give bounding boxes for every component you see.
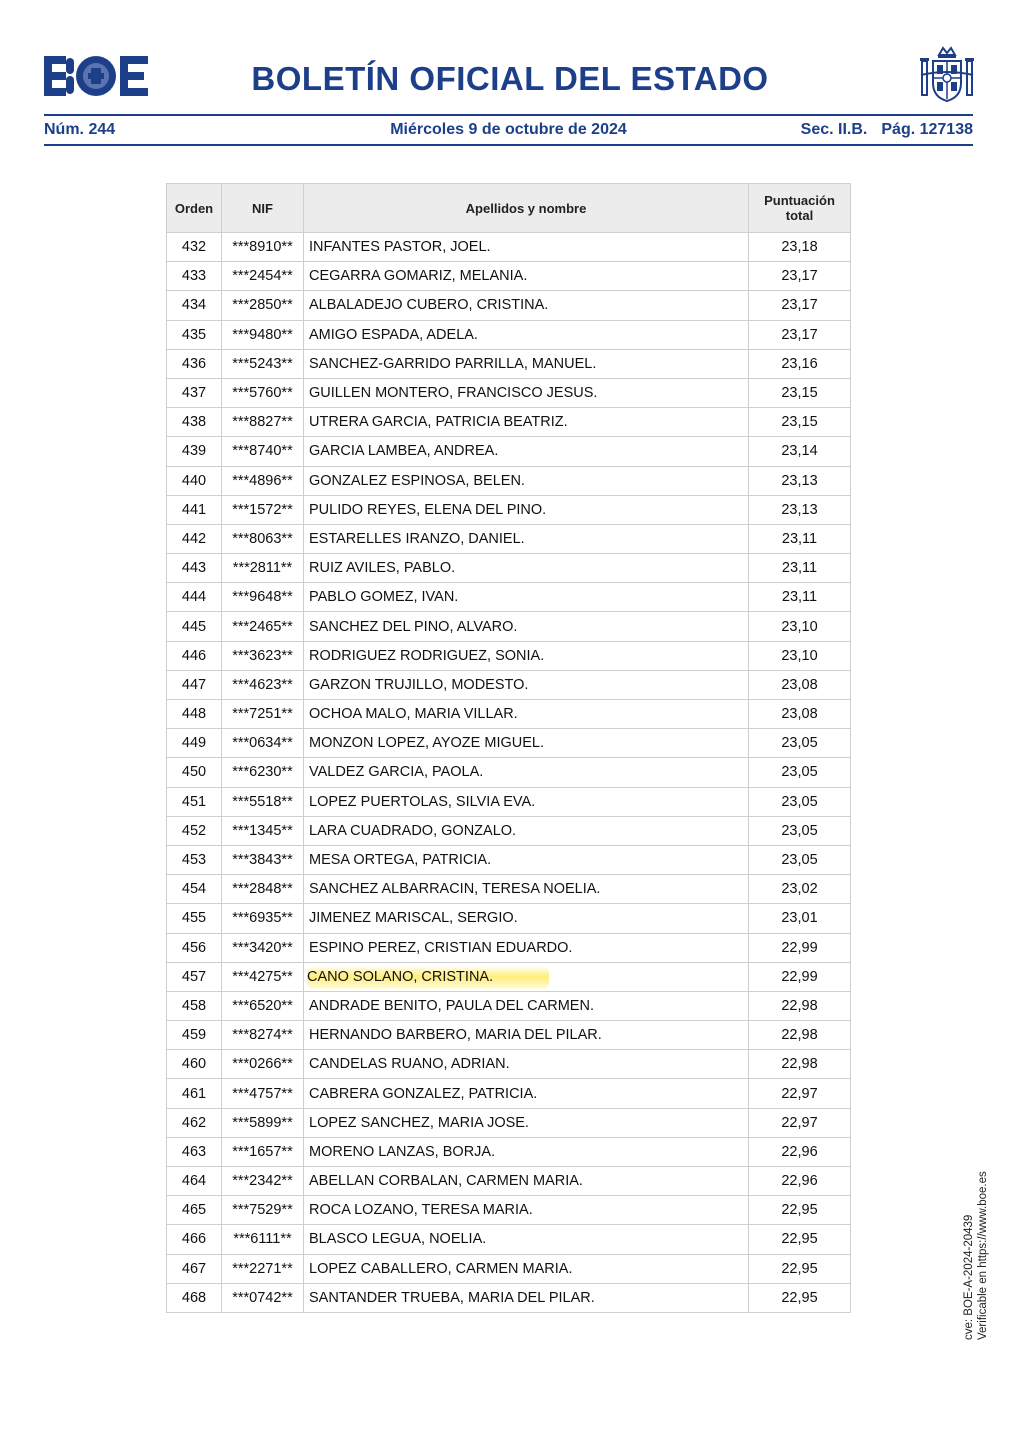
cell-nombre: GUILLEN MONTERO, FRANCISCO JESUS. <box>304 378 749 407</box>
table-row <box>167 466 851 495</box>
cell-orden: 443 <box>167 554 222 583</box>
cell-nif: ***1572** <box>222 495 304 524</box>
cell-orden: 468 <box>167 1283 222 1312</box>
table-row <box>167 641 851 670</box>
cell-nombre: ROCA LOZANO, TERESA MARIA. <box>304 1196 749 1225</box>
cell-nif: ***6935** <box>222 904 304 933</box>
cell-nombre: CABRERA GONZALEZ, PATRICIA. <box>304 1079 749 1108</box>
cell-orden: 464 <box>167 1167 222 1196</box>
cell-orden: 467 <box>167 1254 222 1283</box>
cell-orden: 466 <box>167 1225 222 1254</box>
cell-nif: ***9480** <box>222 320 304 349</box>
cell-nombre <box>304 962 749 991</box>
cell-nif: ***8910** <box>222 233 304 262</box>
cell-puntuacion: 23,18 <box>749 233 851 262</box>
cell-nif: ***0742** <box>222 1283 304 1312</box>
cell-puntuacion: 22,99 <box>749 933 851 962</box>
cell-nombre: ESTARELLES IRANZO, DANIEL. <box>304 524 749 553</box>
coat-of-arms-icon <box>919 45 975 103</box>
column-header-orden: Orden <box>167 184 222 233</box>
table-row <box>167 962 851 991</box>
cell-nif: ***3420** <box>222 933 304 962</box>
cell-nif: ***1345** <box>222 816 304 845</box>
cell-orden: 434 <box>167 291 222 320</box>
cell-orden: 461 <box>167 1079 222 1108</box>
cell-orden: 452 <box>167 816 222 845</box>
cell-nif: ***8827** <box>222 408 304 437</box>
boe-logo <box>44 56 148 96</box>
table-row <box>167 233 851 262</box>
cell-nombre: CANDELAS RUANO, ADRIAN. <box>304 1050 749 1079</box>
table-row <box>167 524 851 553</box>
table-row <box>167 1021 851 1050</box>
cell-orden: 437 <box>167 378 222 407</box>
cell-puntuacion: 22,96 <box>749 1167 851 1196</box>
cell-nif: ***8740** <box>222 437 304 466</box>
cell-puntuacion: 23,15 <box>749 408 851 437</box>
cell-nombre: CEGARRA GOMARIZ, MELANIA. <box>304 262 749 291</box>
issue-number: Núm. 244 <box>44 121 116 138</box>
cell-puntuacion: 23,15 <box>749 378 851 407</box>
cell-puntuacion: 23,05 <box>749 787 851 816</box>
cell-nombre: HERNANDO BARBERO, MARIA DEL PILAR. <box>304 1021 749 1050</box>
cell-puntuacion: 23,13 <box>749 495 851 524</box>
cell-nombre: VALDEZ GARCIA, PAOLA. <box>304 758 749 787</box>
cell-nombre: JIMENEZ MARISCAL, SERGIO. <box>304 904 749 933</box>
cell-nif: ***2342** <box>222 1167 304 1196</box>
cell-orden: 449 <box>167 729 222 758</box>
cell-nif: ***0634** <box>222 729 304 758</box>
cell-puntuacion: 23,14 <box>749 437 851 466</box>
table-row <box>167 933 851 962</box>
cell-puntuacion: 23,05 <box>749 758 851 787</box>
cell-orden: 440 <box>167 466 222 495</box>
table-row <box>167 262 851 291</box>
table-row <box>167 1079 851 1108</box>
table-row <box>167 787 851 816</box>
cell-nombre: RUIZ AVILES, PABLO. <box>304 554 749 583</box>
cell-nombre: LOPEZ PUERTOLAS, SILVIA EVA. <box>304 787 749 816</box>
highlighted-name: CANO SOLANO, CRISTINA. <box>307 967 549 989</box>
cell-puntuacion: 22,99 <box>749 962 851 991</box>
cell-orden: 445 <box>167 612 222 641</box>
cell-puntuacion: 23,01 <box>749 904 851 933</box>
cell-nombre: MONZON LOPEZ, AYOZE MIGUEL. <box>304 729 749 758</box>
cell-orden: 441 <box>167 495 222 524</box>
table-row <box>167 349 851 378</box>
cell-nif: ***7251** <box>222 700 304 729</box>
cell-nif: ***0266** <box>222 1050 304 1079</box>
section-page <box>801 119 973 141</box>
table-row <box>167 320 851 349</box>
cell-nombre: ALBALADEJO CUBERO, CRISTINA. <box>304 291 749 320</box>
cell-orden: 465 <box>167 1196 222 1225</box>
cell-nombre: BLASCO LEGUA, NOELIA. <box>304 1225 749 1254</box>
cell-puntuacion: 23,08 <box>749 700 851 729</box>
table-row <box>167 1108 851 1137</box>
cell-nif: ***5243** <box>222 349 304 378</box>
table-body <box>167 233 851 1313</box>
cell-nif: ***2454** <box>222 262 304 291</box>
cell-nombre: MORENO LANZAS, BORJA. <box>304 1137 749 1166</box>
cell-puntuacion: 23,17 <box>749 291 851 320</box>
table-row <box>167 291 851 320</box>
table-row <box>167 816 851 845</box>
cell-nombre: SANCHEZ-GARRIDO PARRILLA, MANUEL. <box>304 349 749 378</box>
table-row <box>167 670 851 699</box>
cell-puntuacion: 23,11 <box>749 524 851 553</box>
cell-orden: 444 <box>167 583 222 612</box>
cell-orden: 462 <box>167 1108 222 1137</box>
cell-nombre: AMIGO ESPADA, ADELA. <box>304 320 749 349</box>
cell-nif: ***6111** <box>222 1225 304 1254</box>
cell-orden: 454 <box>167 875 222 904</box>
cell-nif: ***4623** <box>222 670 304 699</box>
cell-nif: ***6520** <box>222 991 304 1020</box>
column-header-nif: NIF <box>222 184 304 233</box>
cell-nombre: SANCHEZ DEL PINO, ALVARO. <box>304 612 749 641</box>
table-row <box>167 495 851 524</box>
table-row <box>167 408 851 437</box>
cell-nif: ***5760** <box>222 378 304 407</box>
cell-nif: ***2271** <box>222 1254 304 1283</box>
table-row <box>167 729 851 758</box>
cell-puntuacion: 23,11 <box>749 583 851 612</box>
table-row <box>167 378 851 407</box>
cell-orden: 458 <box>167 991 222 1020</box>
cell-puntuacion: 22,98 <box>749 1021 851 1050</box>
table-row <box>167 1254 851 1283</box>
cell-orden: 436 <box>167 349 222 378</box>
cell-nombre: LARA CUADRADO, GONZALO. <box>304 816 749 845</box>
page-number: Pág. 127138 <box>881 121 973 138</box>
cell-puntuacion: 22,95 <box>749 1283 851 1312</box>
column-header-nombre: Apellidos y nombre <box>304 184 749 233</box>
cell-nif: ***6230** <box>222 758 304 787</box>
cell-nombre: ABELLAN CORBALAN, CARMEN MARIA. <box>304 1167 749 1196</box>
cell-orden: 433 <box>167 262 222 291</box>
column-header-puntuacion: Puntuación total <box>749 184 851 233</box>
cell-nif: ***7529** <box>222 1196 304 1225</box>
cell-puntuacion: 23,16 <box>749 349 851 378</box>
cell-puntuacion: 23,05 <box>749 729 851 758</box>
verify-url: Verificable en https://www.boe.es <box>977 1171 989 1340</box>
table-row <box>167 1225 851 1254</box>
cell-orden: 446 <box>167 641 222 670</box>
cell-orden: 435 <box>167 320 222 349</box>
cell-puntuacion: 23,05 <box>749 816 851 845</box>
cell-nombre: SANTANDER TRUEBA, MARIA DEL PILAR. <box>304 1283 749 1312</box>
cell-orden: 438 <box>167 408 222 437</box>
cell-nombre: GARCIA LAMBEA, ANDREA. <box>304 437 749 466</box>
header-divider <box>44 114 973 116</box>
cell-nif: ***9648** <box>222 583 304 612</box>
table-row <box>167 1283 851 1312</box>
cell-nif: ***2811** <box>222 554 304 583</box>
cell-nombre: GONZALEZ ESPINOSA, BELEN. <box>304 466 749 495</box>
cell-nombre: PABLO GOMEZ, IVAN. <box>304 583 749 612</box>
cell-orden: 460 <box>167 1050 222 1079</box>
table-row <box>167 1137 851 1166</box>
cell-puntuacion: 22,98 <box>749 991 851 1020</box>
cell-nombre: ESPINO PEREZ, CRISTIAN EDUARDO. <box>304 933 749 962</box>
cell-orden: 450 <box>167 758 222 787</box>
cell-nif: ***2850** <box>222 291 304 320</box>
cell-nombre: SANCHEZ ALBARRACIN, TERESA NOELIA. <box>304 875 749 904</box>
page-title: BOLETÍN OFICIAL DEL ESTADO <box>251 60 769 97</box>
table-row <box>167 845 851 874</box>
cell-nif: ***2848** <box>222 875 304 904</box>
cell-puntuacion: 22,97 <box>749 1079 851 1108</box>
table-row <box>167 1167 851 1196</box>
cell-nombre: ANDRADE BENITO, PAULA DEL CARMEN. <box>304 991 749 1020</box>
cell-puntuacion: 23,02 <box>749 875 851 904</box>
header-divider-bottom <box>44 144 973 146</box>
cell-puntuacion: 23,17 <box>749 262 851 291</box>
cell-nombre: LOPEZ SANCHEZ, MARIA JOSE. <box>304 1108 749 1137</box>
cell-nif: ***8063** <box>222 524 304 553</box>
cell-puntuacion: 23,08 <box>749 670 851 699</box>
cell-orden: 451 <box>167 787 222 816</box>
table-row <box>167 875 851 904</box>
cell-nombre: GARZON TRUJILLO, MODESTO. <box>304 670 749 699</box>
table-row <box>167 1050 851 1079</box>
table-row <box>167 991 851 1020</box>
cell-orden: 442 <box>167 524 222 553</box>
cell-puntuacion: 23,10 <box>749 612 851 641</box>
table-row <box>167 437 851 466</box>
cell-nombre: MESA ORTEGA, PATRICIA. <box>304 845 749 874</box>
cell-nombre: INFANTES PASTOR, JOEL. <box>304 233 749 262</box>
cell-nif: ***2465** <box>222 612 304 641</box>
cell-nombre: LOPEZ CABALLERO, CARMEN MARIA. <box>304 1254 749 1283</box>
cell-nombre: UTRERA GARCIA, PATRICIA BEATRIZ. <box>304 408 749 437</box>
issue-info-bar <box>44 119 973 141</box>
cell-orden: 453 <box>167 845 222 874</box>
cell-nif: ***5518** <box>222 787 304 816</box>
cell-nif: ***5899** <box>222 1108 304 1137</box>
cell-orden: 432 <box>167 233 222 262</box>
cell-nombre: PULIDO REYES, ELENA DEL PINO. <box>304 495 749 524</box>
cell-puntuacion: 22,95 <box>749 1225 851 1254</box>
section-label: Sec. II.B. <box>800 121 868 138</box>
cell-puntuacion: 22,97 <box>749 1108 851 1137</box>
cell-orden: 455 <box>167 904 222 933</box>
cell-nif: ***4757** <box>222 1079 304 1108</box>
table-header-row <box>167 184 851 233</box>
cell-orden: 448 <box>167 700 222 729</box>
cell-puntuacion: 23,17 <box>749 320 851 349</box>
cell-orden: 447 <box>167 670 222 699</box>
cell-orden: 459 <box>167 1021 222 1050</box>
cell-puntuacion: 23,05 <box>749 845 851 874</box>
table-row <box>167 904 851 933</box>
ranking-table <box>166 183 851 1313</box>
verification-note <box>962 1171 990 1340</box>
table-row <box>167 1196 851 1225</box>
cell-puntuacion: 23,11 <box>749 554 851 583</box>
cell-puntuacion: 22,95 <box>749 1254 851 1283</box>
cell-nif: ***4896** <box>222 466 304 495</box>
cell-orden: 456 <box>167 933 222 962</box>
cell-nif: ***4275** <box>222 962 304 991</box>
cve-code: cve: BOE-A-2024-20439 <box>963 1214 975 1340</box>
cell-nif: ***3623** <box>222 641 304 670</box>
cell-puntuacion: 23,13 <box>749 466 851 495</box>
cell-puntuacion: 22,96 <box>749 1137 851 1166</box>
table-row <box>167 612 851 641</box>
cell-nombre: RODRIGUEZ RODRIGUEZ, SONIA. <box>304 641 749 670</box>
table-row <box>167 554 851 583</box>
cell-nombre: OCHOA MALO, MARIA VILLAR. <box>304 700 749 729</box>
cell-orden: 457 <box>167 962 222 991</box>
cell-nif: ***1657** <box>222 1137 304 1166</box>
table-row <box>167 700 851 729</box>
cell-orden: 463 <box>167 1137 222 1166</box>
cell-nif: ***8274** <box>222 1021 304 1050</box>
cell-nif: ***3843** <box>222 845 304 874</box>
cell-puntuacion: 23,10 <box>749 641 851 670</box>
cell-orden: 439 <box>167 437 222 466</box>
boe-logo-icon <box>44 56 148 96</box>
cell-puntuacion: 22,98 <box>749 1050 851 1079</box>
table-row <box>167 583 851 612</box>
issue-date: Miércoles 9 de octubre de 2024 <box>390 121 627 138</box>
table-row <box>167 758 851 787</box>
cell-puntuacion: 22,95 <box>749 1196 851 1225</box>
